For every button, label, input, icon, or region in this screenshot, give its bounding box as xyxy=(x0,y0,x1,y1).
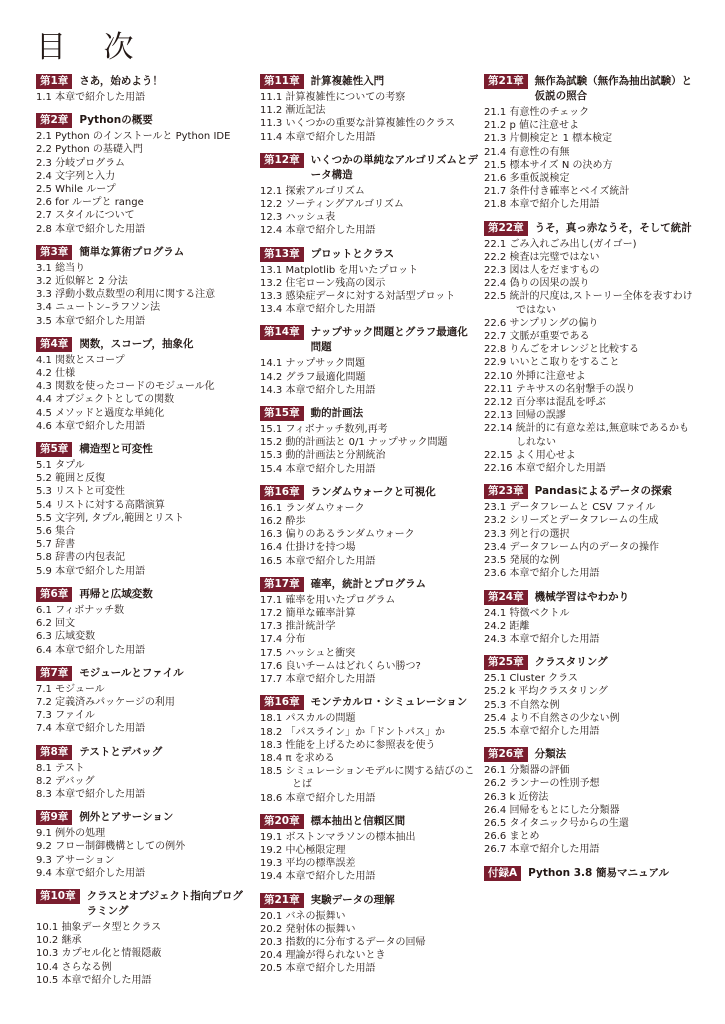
chapter-entry xyxy=(484,866,698,881)
chapter-heading xyxy=(36,666,250,681)
section-entry: 22.15 よく用心せよ xyxy=(484,449,576,461)
section-entry: 26.1 分類器の評価 xyxy=(484,765,570,777)
chapter-heading xyxy=(260,577,478,592)
section-entry: 6.4 本章で紹介した用語 xyxy=(36,644,146,656)
chapter-title: モンテカルロ・シミュレーション xyxy=(310,696,468,709)
section-entry: 16.4 仕掛けを持つ場 xyxy=(260,542,356,554)
section-entry: 19.1 ボストンマラソンの標本抽出 xyxy=(260,831,416,843)
section-entry: 6.2 回文 xyxy=(36,618,76,630)
section-entry: 10.5 本章で紹介した用語 xyxy=(36,974,152,986)
chapter-entry xyxy=(36,587,250,657)
chapter-entry xyxy=(36,74,250,104)
section-entry: 7.4 本章で紹介した用語 xyxy=(36,723,146,735)
section-entry: 5.2 範囲と反復 xyxy=(36,473,106,485)
chapter-title: Pythonの概要 xyxy=(79,114,153,127)
chapter-number-badge: 第25章 xyxy=(484,655,528,670)
section-entry: 2.5 While ループ xyxy=(36,184,116,196)
chapter-number-badge: 第22章 xyxy=(484,221,528,236)
section-entry: 4.4 オブジェクトとしての関数 xyxy=(36,394,175,406)
section-entry: 20.2 発射体の振舞い xyxy=(260,923,356,935)
chapter-number-badge: 付録A xyxy=(484,866,521,881)
chapter-title: テストとデバッグ xyxy=(79,745,163,758)
chapter-title: クラスタリング xyxy=(534,656,608,669)
section-entry: 23.5 発展的な例 xyxy=(484,555,560,567)
chapter-heading xyxy=(36,810,250,825)
section-entry: 10.2 継承 xyxy=(36,935,82,947)
chapter-number-badge: 第20章 xyxy=(260,814,304,829)
chapter-number-badge: 第13章 xyxy=(260,247,304,262)
section-entry: 21.1 有意性のチェック xyxy=(484,107,590,118)
chapter-title: モジュールとファイル xyxy=(79,666,184,679)
section-entry: 9.4 本章で紹介した用語 xyxy=(36,867,146,879)
section-entry: 22.3 図は人をだますもの xyxy=(484,265,600,277)
section-entry: 9.1 例外の処理 xyxy=(36,828,106,840)
chapter-number-badge: 第26章 xyxy=(484,747,528,762)
section-entry: 18.6 本章で紹介した用語 xyxy=(260,792,376,804)
chapter-number-badge: 第6章 xyxy=(36,587,72,602)
section-entry: 16.1 ランダムウォーク xyxy=(260,502,365,514)
section-entry: 22.14 統計的に有意な差は,無意味であるかもしれない xyxy=(484,423,689,448)
section-entry: 2.7 スタイルについて xyxy=(36,210,135,222)
chapter-heading xyxy=(36,74,250,89)
section-entry: 6.1 フィボナッチ数 xyxy=(36,604,125,616)
section-entry: 4.3 関数を使ったコードのモジュール化 xyxy=(36,381,215,393)
chapter-title: クラスとオブジェクト指向プログラミング xyxy=(86,889,243,917)
section-entry: 18.3 性能を上げるために参照表を使う xyxy=(260,739,436,751)
section-entry: 19.2 中心極限定理 xyxy=(260,844,346,856)
chapter-entry xyxy=(484,655,698,738)
section-entry: 18.5 シミュレーションモデルに関する結びのことば xyxy=(260,766,475,791)
section-entry: 11.4 本章で紹介した用語 xyxy=(260,131,376,143)
section-entry: 10.3 カプセル化と情報隠蔽 xyxy=(36,948,162,960)
chapter-heading xyxy=(484,747,698,762)
chapter-heading xyxy=(36,113,250,128)
chapter-heading xyxy=(484,221,698,236)
chapter-title: 関数，スコープ，抽象化 xyxy=(79,337,194,350)
section-entry: 4.2 仕様 xyxy=(36,368,76,380)
section-entry: 13.2 住宅ローン残高の図示 xyxy=(260,277,386,289)
section-entry: 19.3 平均の標準誤差 xyxy=(260,858,356,870)
section-entry: 21.4 有意性の有無 xyxy=(484,146,570,158)
section-entry: 11.1 計算複雑性についての考察 xyxy=(260,92,406,103)
chapter-heading xyxy=(260,695,478,710)
chapter-number-badge: 第16章 xyxy=(260,485,304,500)
chapter-entry xyxy=(36,113,250,236)
chapter-heading xyxy=(484,484,698,499)
chapter-entry xyxy=(260,577,478,686)
chapter-number-badge: 第12章 xyxy=(260,153,304,168)
section-entry: 3.1 総当り xyxy=(36,262,86,274)
section-entry: 16.2 酔歩 xyxy=(260,516,306,528)
section-entry: 17.4 分布 xyxy=(260,634,306,646)
section-entry: 4.1 関数とスコープ xyxy=(36,354,125,366)
chapter-entry xyxy=(36,810,250,880)
section-entry: 25.5 本章で紹介した用語 xyxy=(484,725,600,737)
section-entry: 23.3 列と行の選択 xyxy=(484,528,570,540)
chapter-heading xyxy=(36,745,250,760)
chapter-entry xyxy=(260,695,478,804)
chapter-title: 分類法 xyxy=(534,748,567,761)
chapter-number-badge: 第21章 xyxy=(260,893,304,908)
section-entry: 19.4 本章で紹介した用語 xyxy=(260,871,376,883)
section-entry: 15.1 フィボナッチ数列,再考 xyxy=(260,424,388,436)
section-entry: 13.1 Matplotlib を用いたプロット xyxy=(260,264,419,276)
section-entry: 5.6 集合 xyxy=(36,526,76,538)
section-entry: 17.6 良いチームはどれくらい勝つ? xyxy=(260,660,421,672)
chapter-entry xyxy=(260,153,478,238)
section-entry: 7.2 定義済みパッケージの利用 xyxy=(36,696,175,708)
page-title: 目 次 xyxy=(36,30,148,65)
section-entry: 25.4 より不自然さの少ない例 xyxy=(484,712,620,724)
section-entry: 3.3 浮動小数点数型の利用に関する注意 xyxy=(36,289,216,301)
chapter-title: 動的計画法 xyxy=(310,407,364,420)
section-entry: 25.3 不自然な例 xyxy=(484,699,560,711)
chapter-heading xyxy=(260,814,478,829)
section-entry: 25.1 Cluster クラス xyxy=(484,673,578,685)
chapter-number-badge: 第21章 xyxy=(484,74,528,89)
chapter-entry xyxy=(260,325,478,397)
section-entry: 24.1 特徴ベクトル xyxy=(484,607,570,619)
section-entry: 23.4 データフレーム内のデータの操作 xyxy=(484,541,660,553)
section-entry: 5.9 本章で紹介した用語 xyxy=(36,565,146,577)
chapter-entry xyxy=(260,893,478,976)
section-entry: 13.3 感染症データに対する対話型プロット xyxy=(260,291,456,303)
chapter-heading xyxy=(36,442,250,457)
chapter-title: うそ，真っ赤なうそ，そして統計 xyxy=(534,221,692,234)
chapter-number-badge: 第11章 xyxy=(260,74,304,89)
chapter-heading xyxy=(484,74,698,104)
section-entry: 22.5 統計的尺度は,ストーリー全体を表すわけではない xyxy=(484,291,693,316)
chapter-title: 標本抽出と信頼区間 xyxy=(310,814,406,827)
section-entry: 25.2 k 平均クラスタリング xyxy=(484,686,608,698)
chapter-title: 再帰と広域変数 xyxy=(79,587,153,600)
section-entry: 24.3 本章で紹介した用語 xyxy=(484,633,600,645)
chapter-entry xyxy=(260,406,478,476)
section-entry: 12.4 本章で紹介した用語 xyxy=(260,225,376,237)
section-entry: 6.3 広域変数 xyxy=(36,631,96,643)
section-entry: 22.10 外挿に注意せよ xyxy=(484,370,586,382)
section-entry: 2.6 for ループと range xyxy=(36,197,144,209)
chapter-number-badge: 第23章 xyxy=(484,484,528,499)
section-entry: 22.1 ごみ入れごみ出し(ガイゴー) xyxy=(484,238,637,250)
section-entry: 2.2 Python の基礎入門 xyxy=(36,144,143,156)
chapter-title: 実験データの理解 xyxy=(310,893,395,906)
chapter-heading xyxy=(260,485,478,500)
chapter-entry xyxy=(260,74,478,144)
chapter-heading xyxy=(260,406,478,421)
chapter-entry xyxy=(260,247,478,317)
section-entry: 22.16 本章で紹介した用語 xyxy=(484,463,606,475)
chapter-number-badge: 第1章 xyxy=(36,74,72,89)
section-entry: 8.1 テスト xyxy=(36,762,85,774)
chapter-title: ナップサック問題とグラフ最適化問題 xyxy=(310,326,468,354)
chapter-entry xyxy=(260,485,478,568)
section-entry: 26.6 まとめ xyxy=(484,831,540,843)
chapter-heading xyxy=(484,590,698,605)
section-entry: 21.8 本章で紹介した用語 xyxy=(484,199,600,211)
section-entry: 10.1 抽象データ型とクラス xyxy=(36,921,162,933)
section-entry: 11.3 いくつかの重要な計算複雑性のクラス xyxy=(260,118,456,130)
chapter-entry xyxy=(36,245,250,328)
section-entry: 17.3 推計統計学 xyxy=(260,621,336,633)
chapter-title: Python 3.8 簡易マニュアル xyxy=(528,866,670,879)
section-entry: 22.4 偽りの因果の誤り xyxy=(484,278,590,290)
chapter-entry xyxy=(484,74,698,212)
section-entry: 26.2 ランナーの性別予想 xyxy=(484,778,600,790)
section-entry: 15.4 本章で紹介した用語 xyxy=(260,463,376,475)
section-entry: 3.5 本章で紹介した用語 xyxy=(36,315,146,327)
chapter-entry xyxy=(36,889,250,987)
section-entry: 5.8 辞書の内包表記 xyxy=(36,552,126,564)
chapter-number-badge: 第3章 xyxy=(36,245,72,260)
chapter-number-badge: 第24章 xyxy=(484,590,528,605)
chapter-entry xyxy=(36,337,250,433)
section-entry: 24.2 距離 xyxy=(484,620,530,632)
section-entry: 21.5 標本サイズ N の決め方 xyxy=(484,159,613,171)
section-entry: 1.1 本章で紹介した用語 xyxy=(36,92,146,103)
chapter-title: Pandasによるデータの探索 xyxy=(534,485,672,498)
section-entry: 2.1 Python のインストールと Python IDE xyxy=(36,131,231,143)
section-entry: 2.3 分岐プログラム xyxy=(36,157,125,169)
section-entry: 10.4 さらなる例 xyxy=(36,961,112,973)
chapter-heading xyxy=(260,74,478,89)
toc-column-2 xyxy=(260,74,478,985)
section-entry: 4.5 メソッドと過度な単純化 xyxy=(36,407,165,419)
section-entry: 20.5 本章で紹介した用語 xyxy=(260,963,376,975)
chapter-entry xyxy=(36,666,250,736)
chapter-entry xyxy=(484,221,698,476)
chapter-number-badge: 第5章 xyxy=(36,442,72,457)
section-entry: 22.13 回帰の誤謬 xyxy=(484,410,566,422)
chapter-heading xyxy=(36,245,250,260)
chapter-heading xyxy=(36,337,250,352)
section-entry: 22.11 テキサスの名射撃手の誤り xyxy=(484,383,636,395)
chapter-heading xyxy=(260,247,478,262)
section-entry: 22.6 サンプリングの偏り xyxy=(484,317,599,329)
chapter-number-badge: 第15章 xyxy=(260,406,304,421)
section-entry: 21.3 片側検定と 1 標本検定 xyxy=(484,133,613,145)
section-entry: 22.7 文脈が重要である xyxy=(484,331,590,343)
section-entry: 2.8 本章で紹介した用語 xyxy=(36,223,146,235)
section-entry: 4.6 本章で紹介した用語 xyxy=(36,420,146,432)
section-entry: 16.5 本章で紹介した用語 xyxy=(260,555,376,567)
section-entry: 5.5 文字列, タプル,範囲とリスト xyxy=(36,512,185,524)
section-entry: 26.4 回帰をもとにした分類器 xyxy=(484,804,620,816)
section-entry: 17.2 簡単な確率計算 xyxy=(260,608,356,620)
chapter-heading xyxy=(484,866,698,881)
section-entry: 21.2 p 値に注意せよ xyxy=(484,120,579,132)
chapter-title: 確率，統計とプログラム xyxy=(310,577,427,590)
chapter-title: さあ，始めよう！ xyxy=(79,75,163,87)
chapter-number-badge: 第16章 xyxy=(260,695,304,710)
chapter-title: 例外とアサーション xyxy=(79,811,174,824)
section-entry: 18.2 「パスライン」か「ドントパス」か xyxy=(260,726,445,738)
chapter-entry xyxy=(36,745,250,802)
section-entry: 12.3 ハッシュ表 xyxy=(260,212,336,224)
section-entry: 22.12 百分率は混乱を呼ぶ xyxy=(484,397,606,409)
chapter-title: 構造型と可変性 xyxy=(79,443,153,456)
chapter-number-badge: 第8章 xyxy=(36,745,72,760)
section-entry: 18.1 パスカルの問題 xyxy=(260,713,356,725)
section-entry: 7.1 モジュール xyxy=(36,683,105,695)
section-entry: 8.2 デバッグ xyxy=(36,775,95,787)
chapter-title: 簡単な算術プログラム xyxy=(79,245,185,258)
section-entry: 14.2 グラフ最適化問題 xyxy=(260,371,366,383)
section-entry: 20.1 バネの振舞い xyxy=(260,910,346,922)
section-entry: 8.3 本章で紹介した用語 xyxy=(36,788,146,800)
chapter-heading xyxy=(260,893,478,908)
chapter-number-badge: 第2章 xyxy=(36,113,72,128)
section-entry: 7.3 ファイル xyxy=(36,710,95,722)
section-entry: 3.2 近似解と 2 分法 xyxy=(36,276,128,288)
section-entry: 21.6 多重仮説検定 xyxy=(484,173,570,185)
section-entry: 17.1 確率を用いたプログラム xyxy=(260,594,396,606)
section-entry: 17.5 ハッシュと衝突 xyxy=(260,647,356,659)
section-entry: 9.3 アサーション xyxy=(36,854,115,866)
toc-column-1 xyxy=(36,74,250,996)
chapter-heading xyxy=(260,153,478,183)
chapter-entry xyxy=(484,484,698,580)
section-entry: 15.3 動的計画法と分割統治 xyxy=(260,450,386,462)
section-entry: 12.2 ソーティングアルゴリズム xyxy=(260,199,404,211)
section-entry: 2.4 文字列と入力 xyxy=(36,170,116,182)
chapter-title: 計算複雑性入門 xyxy=(310,75,385,87)
chapter-title: いくつかの単純なアルゴリズムとデータ構造 xyxy=(310,153,478,181)
section-entry: 14.3 本章で紹介した用語 xyxy=(260,384,376,396)
section-entry: 20.4 理論が得られないとき xyxy=(260,950,386,962)
section-entry: 26.7 本章で紹介した用語 xyxy=(484,844,600,856)
section-entry: 16.3 偏りのあるランダムウォーク xyxy=(260,529,415,541)
chapter-heading xyxy=(260,325,478,355)
section-entry: 26.3 k 近傍法 xyxy=(484,791,549,803)
section-entry: 5.1 タプル xyxy=(36,460,85,472)
chapter-heading xyxy=(36,587,250,602)
chapter-number-badge: 第4章 xyxy=(36,337,72,352)
section-entry: 21.7 条件付き確率とベイズ統計 xyxy=(484,186,630,198)
chapter-title: ランダムウォークと可視化 xyxy=(310,485,436,498)
chapter-title: プロットとクラス xyxy=(310,247,395,260)
section-entry: 15.2 動的計画法と 0/1 ナップサック問題 xyxy=(260,437,448,449)
chapter-number-badge: 第7章 xyxy=(36,666,72,681)
chapter-heading xyxy=(36,889,250,919)
section-entry: 22.9 いいとこ取りをすること xyxy=(484,357,620,369)
chapter-entry xyxy=(484,590,698,647)
section-entry: 18.4 π を求める xyxy=(260,752,335,764)
section-entry: 23.6 本章で紹介した用語 xyxy=(484,568,600,580)
section-entry: 23.2 シリーズとデータフレームの生成 xyxy=(484,515,659,527)
chapter-entry xyxy=(484,747,698,856)
section-entry: 9.2 フロー制御機構としての例外 xyxy=(36,841,186,853)
section-entry: 23.1 データフレームと CSV ファイル xyxy=(484,502,656,514)
chapter-heading xyxy=(484,655,698,670)
section-entry: 11.2 漸近記法 xyxy=(260,105,326,117)
section-entry: 22.2 検査は完璧ではない xyxy=(484,251,600,263)
section-entry: 14.1 ナップサック問題 xyxy=(260,358,366,370)
toc-column-3 xyxy=(484,74,698,890)
section-entry: 5.4 リストに対する高階演算 xyxy=(36,499,165,511)
section-entry: 12.1 探索アルゴリズム xyxy=(260,185,365,197)
chapter-title: 機械学習はやわかり xyxy=(534,590,630,603)
section-entry: 13.4 本章で紹介した用語 xyxy=(260,304,376,316)
section-entry: 5.7 辞書 xyxy=(36,539,76,551)
chapter-entry xyxy=(36,442,250,578)
chapter-number-badge: 第14章 xyxy=(260,325,304,340)
section-entry: 26.5 タイタニック号からの生還 xyxy=(484,817,629,829)
chapter-number-badge: 第9章 xyxy=(36,810,72,825)
chapter-entry xyxy=(260,814,478,884)
chapter-title: 無作為試験（無作為抽出試験）と仮説の照合 xyxy=(534,75,693,102)
section-entry: 20.3 指数的に分布するデータの回帰 xyxy=(260,936,426,948)
chapter-number-badge: 第10章 xyxy=(36,889,80,904)
section-entry: 5.3 リストと可変性 xyxy=(36,486,125,498)
section-entry: 22.8 りんごをオレンジと比較する xyxy=(484,344,639,356)
chapter-number-badge: 第17章 xyxy=(260,577,304,592)
section-entry: 3.4 ニュートン–ラフソン法 xyxy=(36,302,161,314)
section-entry: 17.7 本章で紹介した用語 xyxy=(260,674,376,686)
